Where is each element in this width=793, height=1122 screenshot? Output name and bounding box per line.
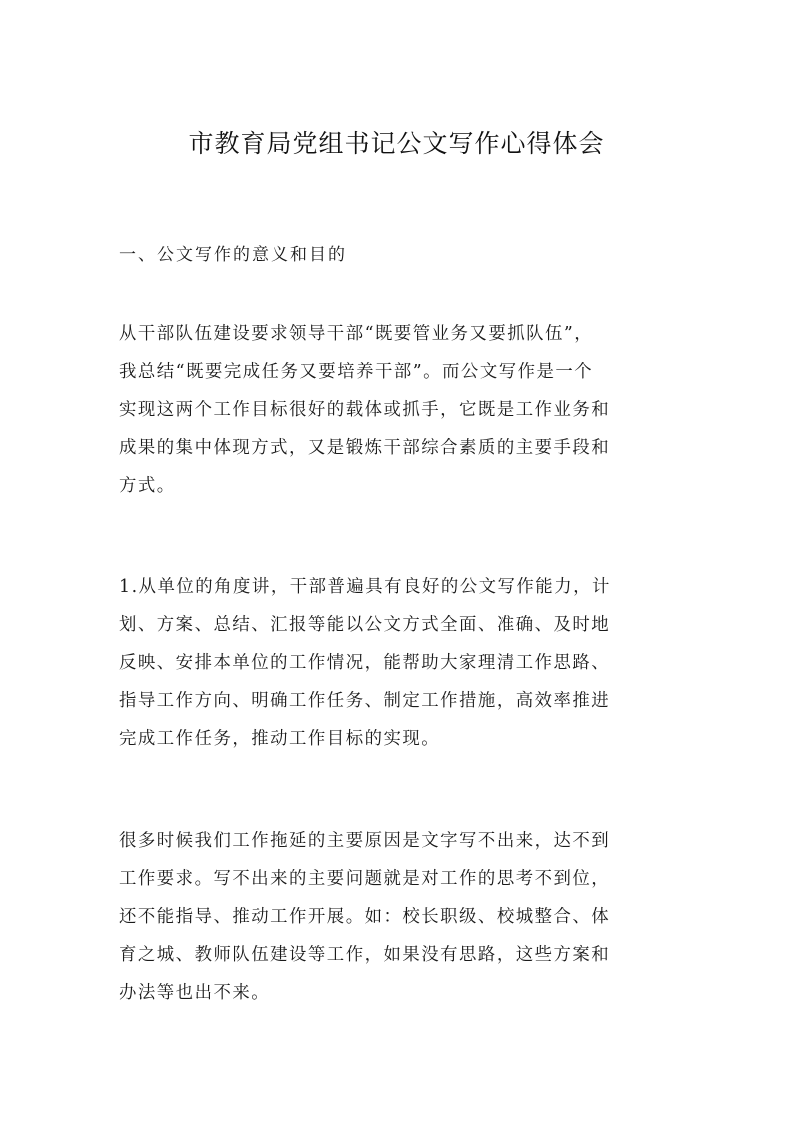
paragraph-1 [119,315,679,505]
paragraph-line: 实现这两个工作目标很好的载体或抓手，它既是工作业务和 [119,400,611,420]
paragraph-line: 育之城、教师队伍建设等工作，如果没有思路，这些方案和 [119,945,611,965]
paragraph-line: 划、方案、总结、汇报等能以公文方式全面、准确、及时地 [119,615,611,635]
paragraph-line: 工作要求。写不出来的主要问题就是对工作的思考不到位， [119,869,611,889]
paragraph-line: 反映、安排本单位的工作情况，能帮助大家理清工作思路、 [119,653,611,673]
paragraph-line: 方式。 [119,476,176,496]
paragraph-line: 很多时候我们工作拖延的主要原因是文字写不出来，达不到 [119,831,611,851]
document-title: 市教育局党组书记公文写作心得体会 [188,129,605,158]
paragraph-3 [119,822,679,1012]
paragraph-line: 指导工作方向、明确工作任务、制定工作措施，高效率推进 [119,691,611,711]
paragraph-line: 1.从单位的角度讲，干部普遍具有良好的公文写作能力，计 [119,577,611,597]
paragraph-line: 我总结“既要完成任务又要培养干部”。而公文写作是一个 [119,362,594,382]
section-heading: 一、公文写作的意义和目的 [119,245,347,265]
paragraph-line: 成果的集中体现方式，又是锻炼干部综合素质的主要手段和 [119,438,611,458]
paragraph-line: 完成工作任务，推动工作目标的实现。 [119,729,441,749]
paragraph-line: 还不能指导、推动工作开展。如：校长职级、校城整合、体 [119,907,611,927]
paragraph-line: 办法等也出不来。 [119,983,271,1003]
paragraph-2 [119,568,679,758]
paragraph-line: 从干部队伍建设要求领导干部“既要管业务又要抓队伍”， [119,324,594,344]
